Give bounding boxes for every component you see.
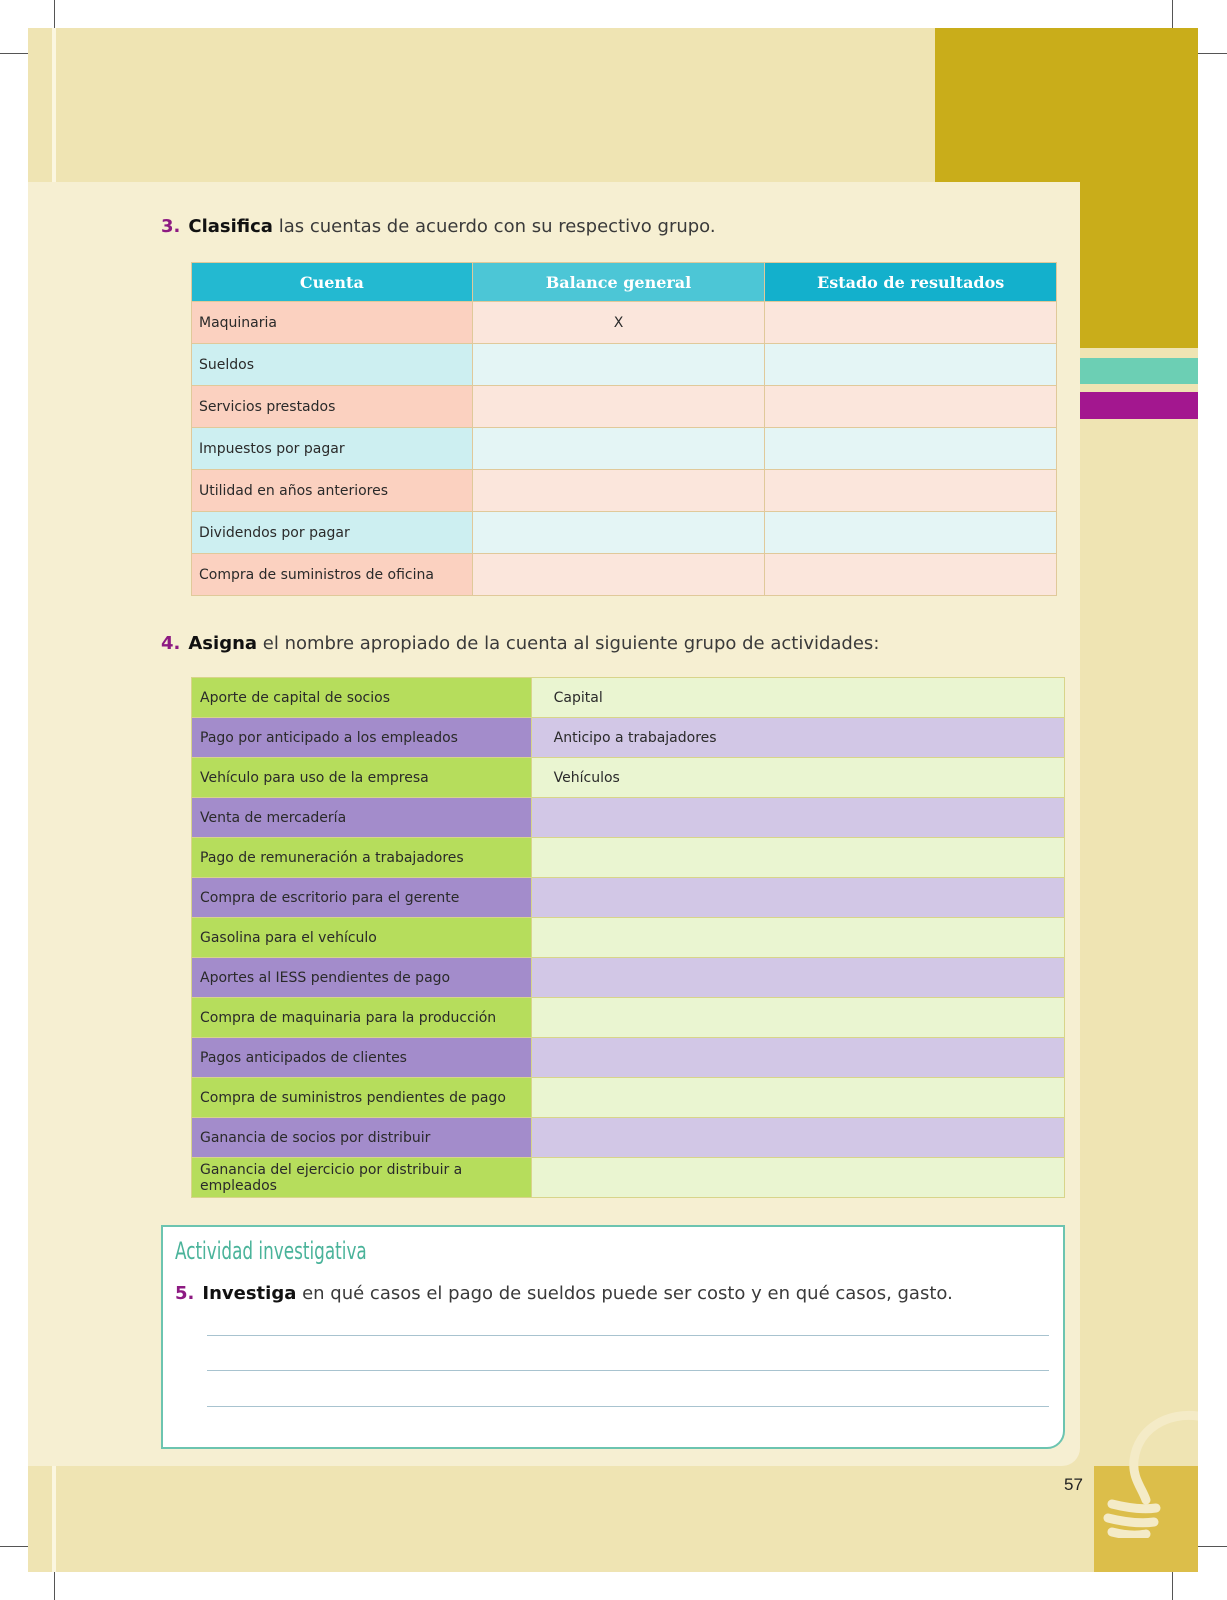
actividad-cell: Ganancia de socios por distribuir xyxy=(192,1118,532,1158)
actividad-cell: Compra de escritorio para el gerente xyxy=(192,878,532,918)
balance-cell[interactable] xyxy=(472,470,765,512)
cuenta-cell: Compra de suministros de oficina xyxy=(192,554,473,596)
answer-line[interactable] xyxy=(207,1406,1049,1407)
table-row xyxy=(192,1038,1065,1078)
answer-line[interactable] xyxy=(207,1370,1049,1371)
activity-table xyxy=(191,677,1065,1198)
cuenta-cell: Dividendos por pagar xyxy=(192,512,473,554)
estado-cell[interactable] xyxy=(765,428,1057,470)
question-number: 3. xyxy=(161,216,181,237)
actividad-cell: Aporte de capital de socios xyxy=(192,678,532,718)
actividad-cell: Aportes al IESS pendientes de pago xyxy=(192,958,532,998)
cuenta-answer-cell[interactable] xyxy=(531,1078,1064,1118)
crop-mark xyxy=(0,53,28,54)
question-4 xyxy=(161,633,879,654)
table-row xyxy=(192,428,1057,470)
question-number: 4. xyxy=(161,633,181,654)
magenta-tab xyxy=(1080,392,1198,419)
actividad-cell: Vehículo para uso de la empresa xyxy=(192,758,532,798)
question-text: el nombre apropiado de la cuenta al siguiente grupo de actividades: xyxy=(262,633,880,654)
question-text: las cuentas de acuerdo con su respectivo grupo. xyxy=(278,216,716,237)
balance-cell[interactable] xyxy=(472,428,765,470)
actividad-cell: Pago por anticipado a los empleados xyxy=(192,718,532,758)
crop-mark xyxy=(1198,1546,1227,1547)
cuenta-answer-cell[interactable] xyxy=(531,1038,1064,1078)
balance-cell[interactable] xyxy=(472,554,765,596)
teal-tab xyxy=(1080,358,1198,384)
estado-cell[interactable] xyxy=(765,554,1057,596)
balance-cell[interactable] xyxy=(472,386,765,428)
cuenta-cell: Maquinaria xyxy=(192,302,473,344)
cuenta-answer-cell[interactable] xyxy=(531,1158,1064,1198)
balance-cell[interactable]: X xyxy=(472,302,765,344)
classification-table xyxy=(191,262,1057,596)
table-row xyxy=(192,918,1065,958)
column-header-cuenta: Cuenta xyxy=(192,263,473,302)
table-row xyxy=(192,344,1057,386)
cuenta-answer-cell[interactable] xyxy=(531,798,1064,838)
cuenta-answer-cell[interactable] xyxy=(531,958,1064,998)
table-row xyxy=(192,1078,1065,1118)
table-row xyxy=(192,512,1057,554)
page-number: 57 xyxy=(1064,1475,1083,1494)
activity-title: Actividad investigativa xyxy=(175,1237,367,1265)
lightbulb-icon xyxy=(1098,1408,1198,1538)
cuenta-cell: Sueldos xyxy=(192,344,473,386)
question-verb: Asigna xyxy=(188,633,258,654)
table-row xyxy=(192,678,1065,718)
table-row xyxy=(192,758,1065,798)
crop-mark xyxy=(1198,53,1227,54)
crop-mark xyxy=(1172,1572,1173,1600)
cuenta-cell: Servicios prestados xyxy=(192,386,473,428)
estado-cell[interactable] xyxy=(765,512,1057,554)
table-row xyxy=(192,470,1057,512)
actividad-cell: Pagos anticipados de clientes xyxy=(192,1038,532,1078)
actividad-cell: Ganancia del ejercicio por distribuir a empleados xyxy=(192,1158,532,1198)
cuenta-answer-cell[interactable] xyxy=(531,918,1064,958)
table-header-row xyxy=(192,263,1057,302)
table-row xyxy=(192,1118,1065,1158)
crop-mark xyxy=(54,1572,55,1600)
actividad-cell: Pago de remuneración a trabajadores xyxy=(192,838,532,878)
question-5 xyxy=(175,1283,953,1304)
table-row xyxy=(192,998,1065,1038)
table-row xyxy=(192,838,1065,878)
cuenta-answer-cell[interactable] xyxy=(531,878,1064,918)
table-row xyxy=(192,302,1057,344)
table-row xyxy=(192,958,1065,998)
column-header-balance: Balance general xyxy=(472,263,765,302)
cuenta-cell: Impuestos por pagar xyxy=(192,428,473,470)
cuenta-answer-cell[interactable]: Capital xyxy=(531,678,1064,718)
estado-cell[interactable] xyxy=(765,470,1057,512)
question-verb: Clasifica xyxy=(188,216,273,237)
balance-cell[interactable] xyxy=(472,344,765,386)
cuenta-answer-cell[interactable] xyxy=(531,1118,1064,1158)
actividad-cell: Venta de mercadería xyxy=(192,798,532,838)
question-text: en qué casos el pago de sueldos puede ser costo y en qué casos, gasto. xyxy=(302,1283,953,1304)
balance-cell[interactable] xyxy=(472,512,765,554)
table-row xyxy=(192,798,1065,838)
table-row xyxy=(192,878,1065,918)
answer-line[interactable] xyxy=(207,1335,1049,1336)
actividad-cell: Compra de maquinaria para la producción xyxy=(192,998,532,1038)
cuenta-answer-cell[interactable]: Anticipo a trabajadores xyxy=(531,718,1064,758)
actividad-cell: Compra de suministros pendientes de pago xyxy=(192,1078,532,1118)
crop-mark xyxy=(54,0,55,28)
table-row xyxy=(192,718,1065,758)
estado-cell[interactable] xyxy=(765,344,1057,386)
estado-cell[interactable] xyxy=(765,386,1057,428)
crop-mark xyxy=(0,1546,28,1547)
table-row xyxy=(192,386,1057,428)
question-number: 5. xyxy=(175,1283,195,1304)
cuenta-cell: Utilidad en años anteriores xyxy=(192,470,473,512)
actividad-cell: Gasolina para el vehículo xyxy=(192,918,532,958)
question-3 xyxy=(161,216,716,237)
cuenta-answer-cell[interactable] xyxy=(531,838,1064,878)
activity-box xyxy=(161,1225,1065,1449)
table-row xyxy=(192,1158,1065,1198)
column-header-estado: Estado de resultados xyxy=(765,263,1057,302)
cuenta-answer-cell[interactable]: Vehículos xyxy=(531,758,1064,798)
cuenta-answer-cell[interactable] xyxy=(531,998,1064,1038)
question-verb: Investiga xyxy=(202,1283,297,1304)
table-row xyxy=(192,554,1057,596)
crop-mark xyxy=(1172,0,1173,28)
estado-cell[interactable] xyxy=(765,302,1057,344)
